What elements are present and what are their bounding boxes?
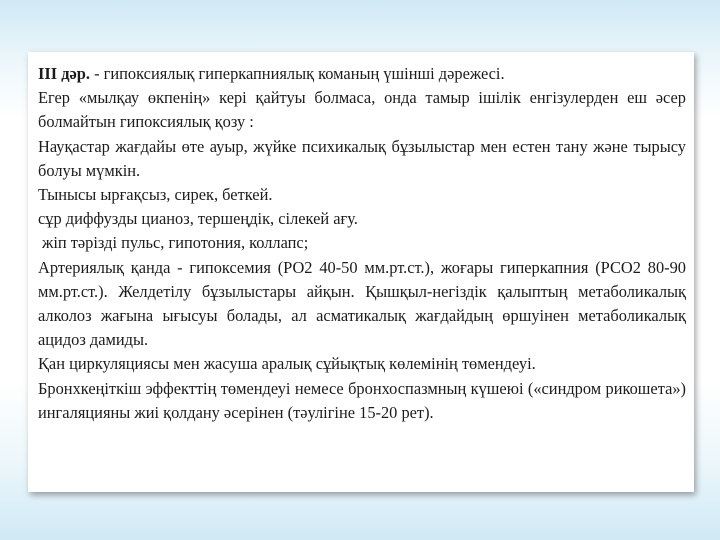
- paragraph-pulse: жіп тәрізді пульс, гипотония, коллапс;: [42, 233, 309, 253]
- paragraph-mute-lung: Егер «мылқау өкпенің» кері қайтуы болмаса, онда тамыр ішілік енгізулерден еш әсер болмайтын гипоксиялық қозу :: [38, 88, 686, 132]
- paragraph-arterial-blood: Артериялық қанда - гипоксемия (РО2 40-50 мм.рт.ст.), жоғары гиперкапния (РСО2 80-90 мм.рт.ст.). Желдетілу бұзылыстары айқын. Қышқыл-негіздік қалыптың метаболикалық алколоз жағына ығысуы болады, ал асматикалық жағдайдың өршуінен метаболикалық ацидоз дамиды.: [38, 257, 686, 350]
- heading-rest: - гипоксиялық гиперкапниялық команың үшінші дәрежесі.: [90, 64, 505, 83]
- paragraph-circulation: Қан циркуляциясы мен жасуша аралық сұйықтық көлемінің төмендеуі.: [38, 354, 536, 374]
- paragraph-breathing: Тынысы ырғақсыз, сирек, беткей.: [38, 185, 273, 205]
- paragraph-patient-condition: Науқастар жағдайы өте ауыр, жүйке психикалық бұзылыстар мен естен тану және тырысу болуы мүмкін.: [38, 136, 686, 180]
- paragraph-bronchodilator: Бронхкеңіткіш эффекттің төмендеуі немесе бронхоспазмның күшеюі («синдром рикошета») ингаляцияны жиі қолдану әсерінен (тәулігіне 15-20 рет).: [38, 378, 686, 422]
- paragraph-cyanosis: сұр диффузды цианоз, тершеңдік, сілекей ағу.: [38, 209, 358, 229]
- slide-heading: [38, 62, 686, 86]
- heading-prefix: ІІІ дәр.: [38, 64, 91, 83]
- slide-text-body: [38, 62, 686, 425]
